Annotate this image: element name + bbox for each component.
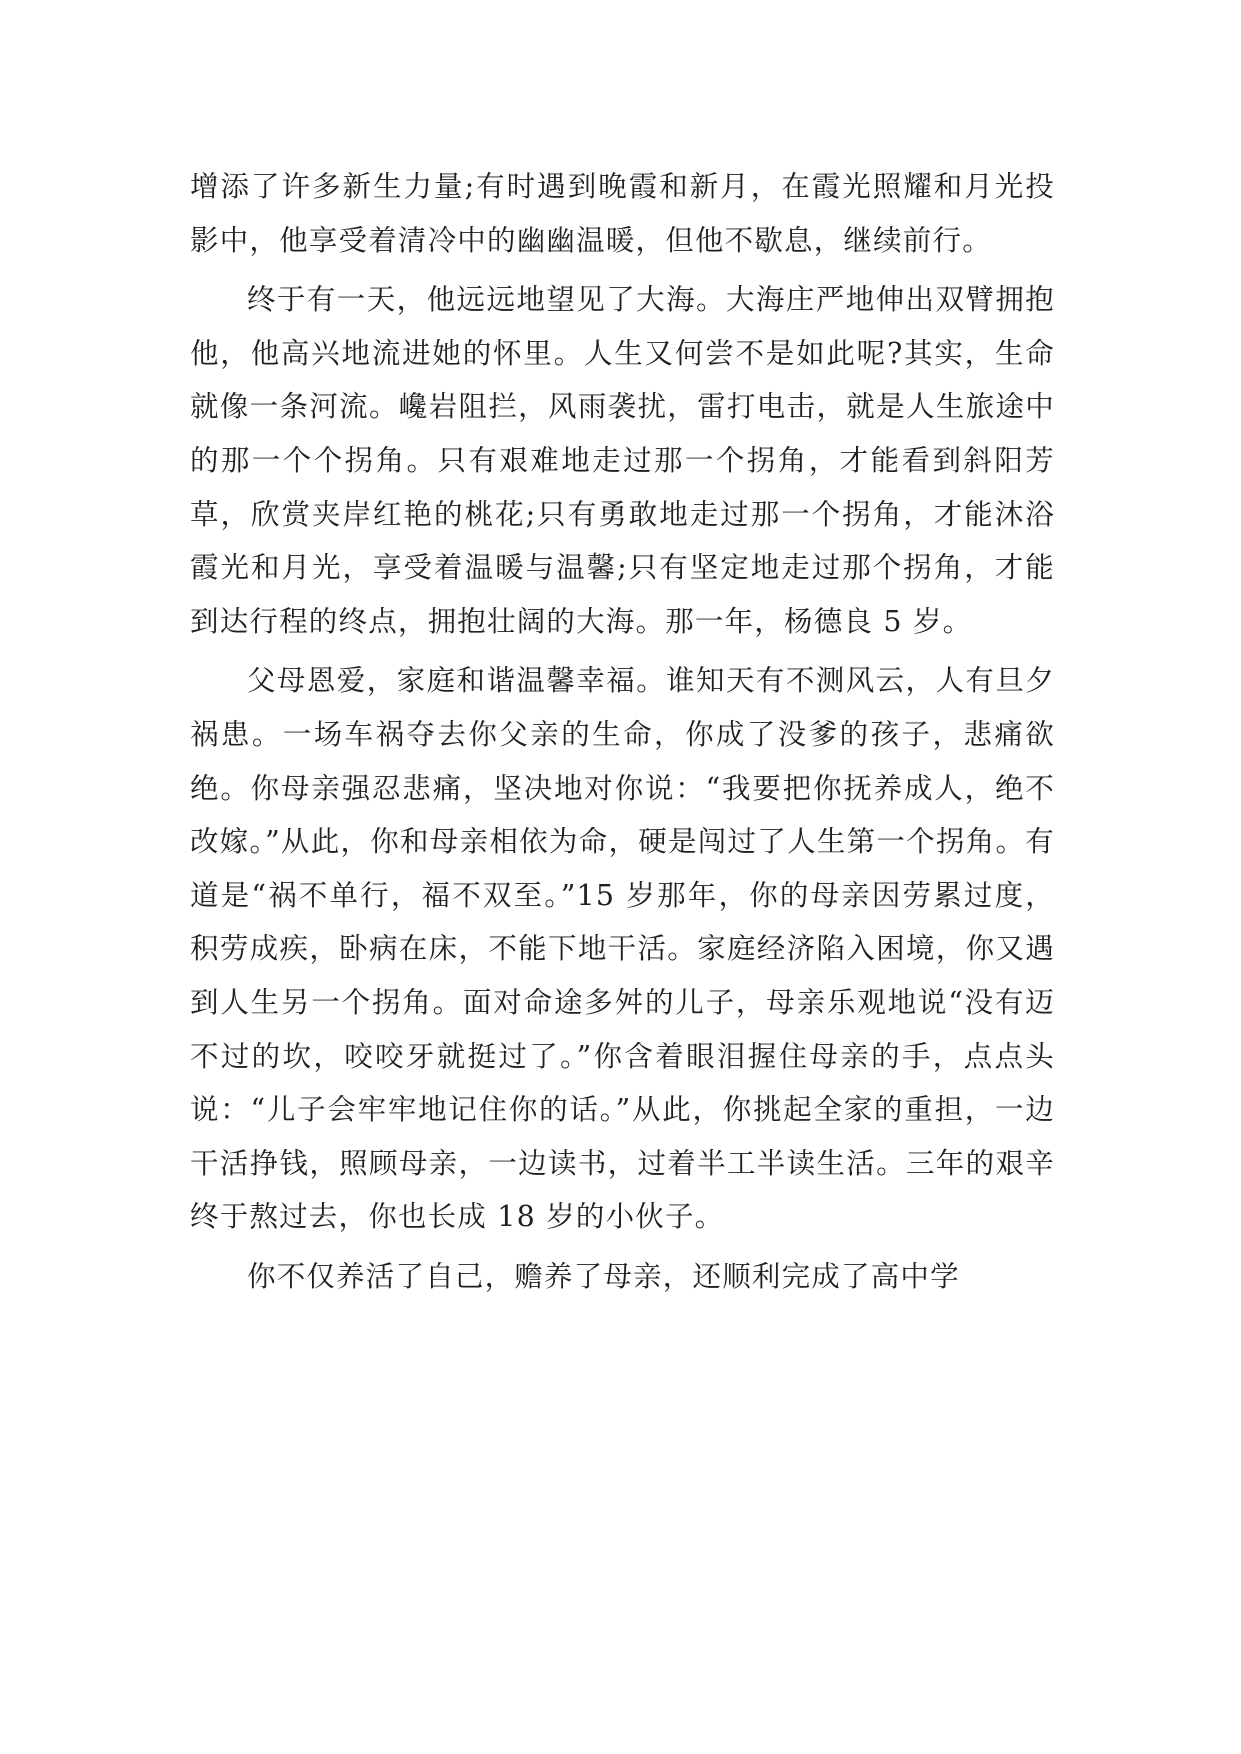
paragraph-final: 你不仅养活了自己，赡养了母亲，还顺利完成了高中学: [247, 1259, 960, 1293]
paragraph-parents: 父母恩爱，家庭和谐温馨幸福。谁知天有不测风云，人有旦夕祸患。一场车祸夺去你父亲的生命，你成了没爹的孩子，悲痛欲绝。你母亲强忍悲痛，坚决地对你说：“我要把你抚养成人，绝不改嫁。”从此，你和母亲相依为命，硬是闯过了人生第一个拐角。有道是“祸不单行，福不双至。”15 岁那年，你的母亲因劳累过度，积劳成疾，卧病在床，不能下地干活。家庭经济陷入困境，你又遇到人生另一个拐角。面对命途多舛的儿子，母亲乐观地说“没有迈不过的坎，咬咬牙就挺过了。”你含着眼泪握住母亲的手，点点头说：“儿子会牢牢地记住你的话。”从此，你挑起全家的重担，一边干活挣钱，照顾母亲，一边读书，过着半工半读生活。三年的艰辛终于熬过去，你也长成 18 岁的小伙子。: [190, 664, 1055, 1234]
paragraph-continuation: 增添了许多新生力量;有时遇到晚霞和新月，在霞光照耀和月光投影中，他享受着清冷中的幽幽温暖，但他不歇息，继续前行。: [190, 170, 1055, 257]
paragraph-sea: 终于有一天，他远远地望见了大海。大海庄严地伸出双臂拥抱他，他高兴地流进她的怀里。人生又何尝不是如此呢?其实，生命就像一条河流。巉岩阻拦，风雨袭扰，雷打电击，就是人生旅途中的那一个个拐角。只有艰难地走过那一个拐角，才能看到斜阳芳草，欣赏夹岸红艳的桃花;只有勇敢地走过那一个拐角，才能沐浴霞光和月光，享受着温暖与温馨;只有坚定地走过那个拐角，才能到达行程的终点，拥抱壮阔的大海。那一年，杨德良 5 岁。: [190, 283, 1055, 638]
document-body: [190, 160, 1055, 1309]
